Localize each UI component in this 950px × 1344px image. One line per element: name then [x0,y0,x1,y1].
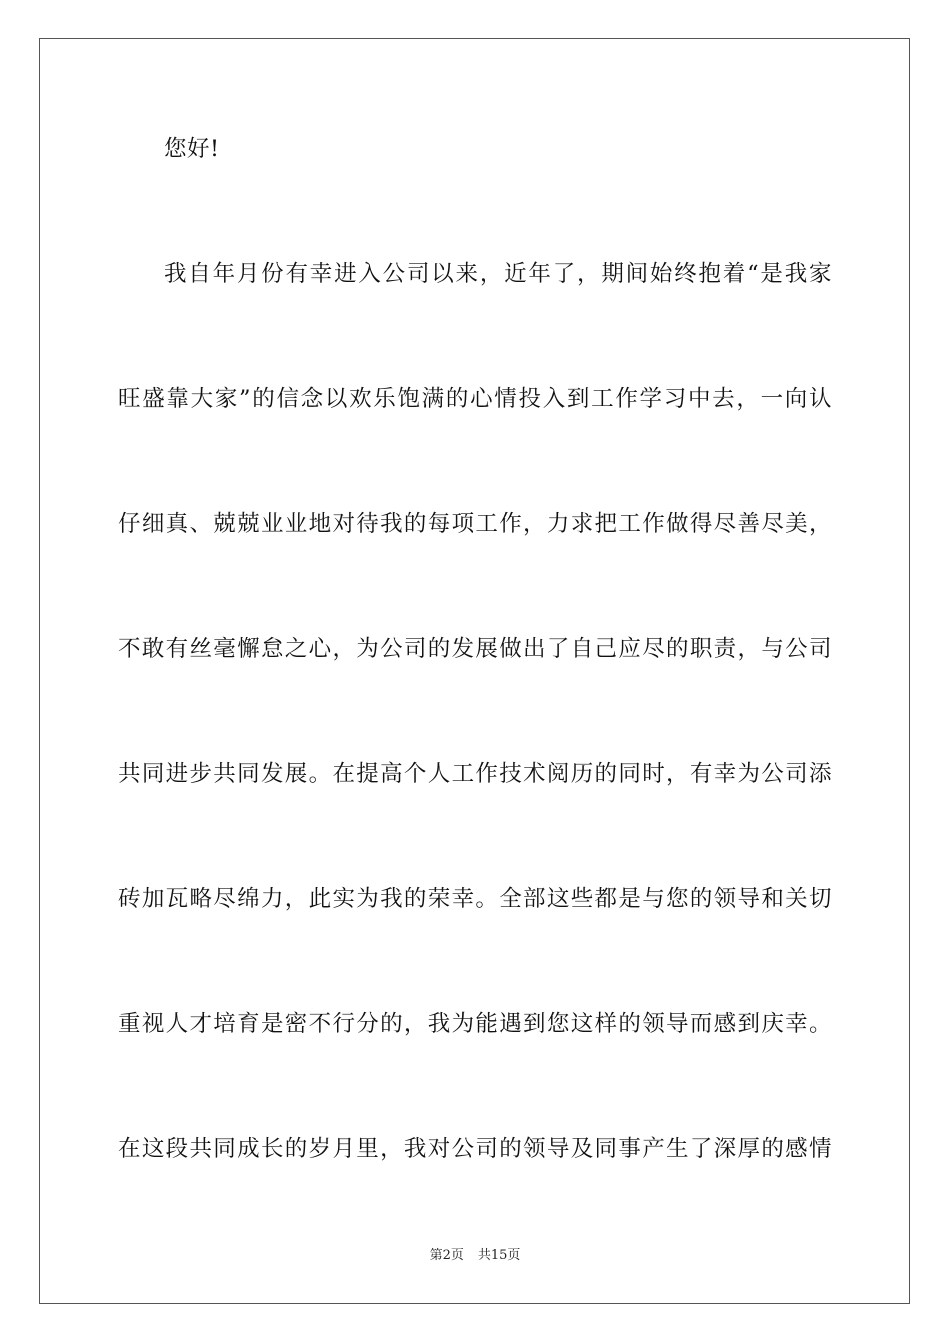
body-line-4: 不敢有丝毫懈怠之心，为公司的发展做出了自己应尽的职责，与公司 [118,636,832,662]
greeting-line: 您好! [164,136,220,162]
body-line-3: 仔细真、兢兢业业地对待我的每项工作，力求把工作做得尽善尽美， [118,511,832,537]
page-footer [0,1247,950,1265]
body-line-6: 砖加瓦略尽绵力，此实为我的荣幸。全部这些都是与您的领导和关切 [118,886,832,912]
page-number: 第2页 [429,1248,464,1263]
page-total: 共15页 [477,1248,521,1263]
body-line-7: 重视人才培育是密不行分的，我为能遇到您这样的领导而感到庆幸。 [118,1011,832,1037]
page-border [39,38,910,1304]
body-line-5: 共同进步共同发展。在提高个人工作技术阅历的同时，有幸为公司添 [118,761,832,787]
body-line-8: 在这段共同成长的岁月里，我对公司的领导及同事产生了深厚的感情 [118,1136,832,1162]
body-line-1: 我自年月份有幸进入公司以来，近年了，期间始终抱着“是我家 [164,261,832,287]
body-line-2: 旺盛靠大家”的信念以欢乐饱满的心情投入到工作学习中去，一向认 [118,386,832,412]
